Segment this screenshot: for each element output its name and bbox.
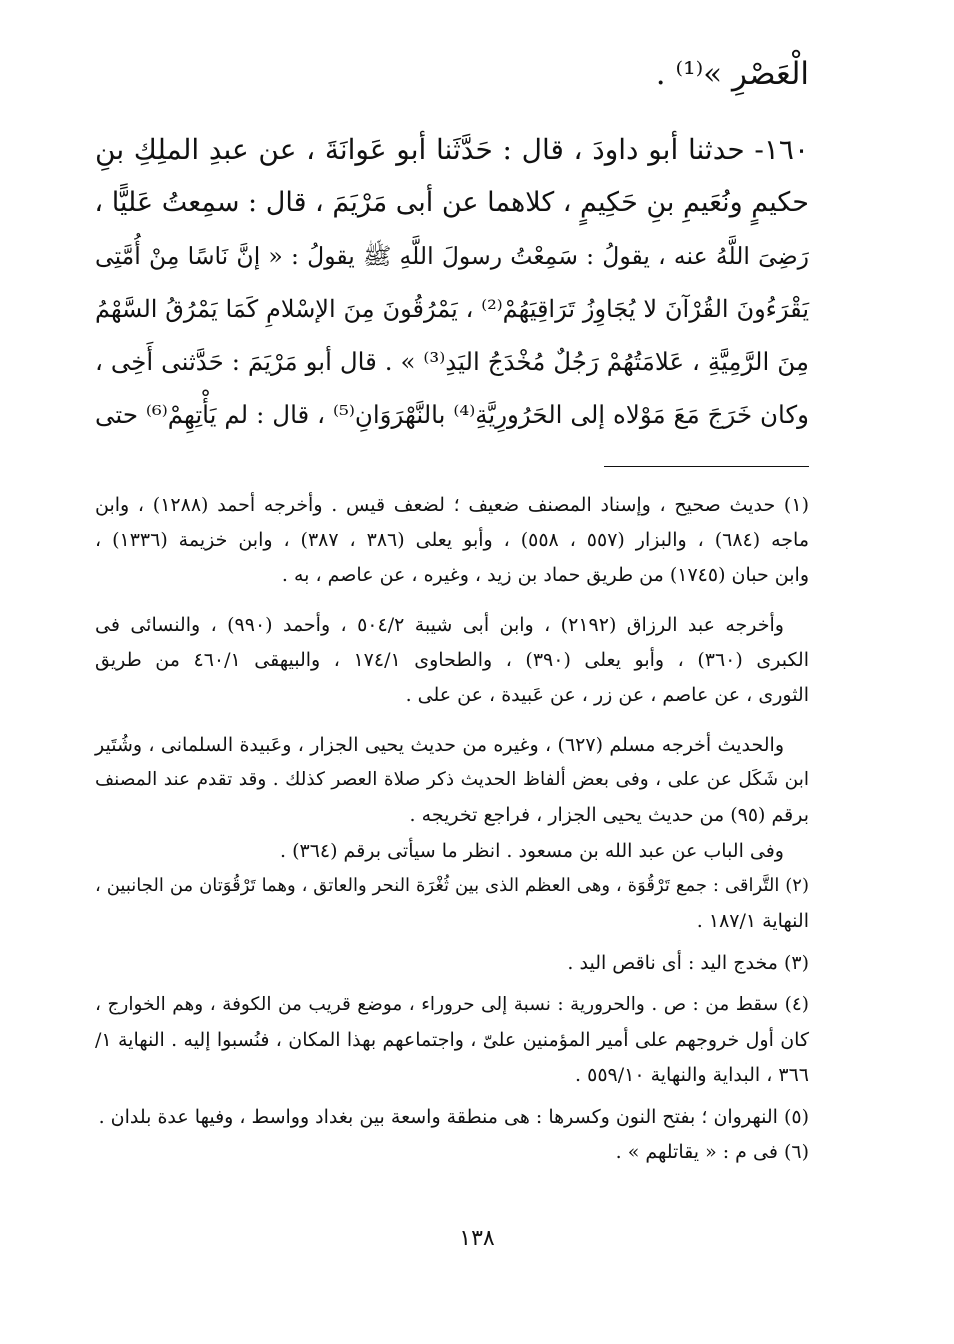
footnote-line-11: (٢) التَّراقى : جمع تَرْقُوَة ، وهى العظم الذى بين ثُغْرَة النحر والعاتق ، وهما تَرْقُوَتان من الجانبين ، — [95, 875, 809, 896]
footnote-line-17: (٥) النهروان ؛ بفتح النون وكسرها : هى منطقة واسعة بين بغداد وواسط ، وفيها عدة بلدان . — [98, 1106, 809, 1128]
main-text-line-5: يَقْرَءُونَ القُرْآنَ لا يُجَاوِزُ تَرَاقِيَهُمْ⁽²⁾ ، يَمْرُقُونَ مِنَ الإسْلامِ كَمَا يَمْرُقُ السَّهْمُ — [95, 295, 810, 323]
footnote-line-14: (٤) سقط من : ص . والحرورية : نسبة إلى حروراء ، موضع قريب من الكوفة ، وهم الخوارج ، — [95, 994, 809, 1015]
footnote-line-7: والحديث أخرجه مسلم (٦٢٧) ، وغيره من حديث يحيى الجزار ، وعَبيدة السلمانى ، وشُتَير — [95, 734, 784, 756]
footnote-line-13: (٣) مخدج اليد : أى ناقص اليد . — [567, 952, 809, 974]
footnote-line-18: (٦) فى م : « يقاتلهم » . — [615, 1141, 809, 1163]
main-text-line-1: الْعَصْرِ »⁽¹⁾ . — [655, 56, 809, 92]
footnote-line-8: ابن شَكَل عن على ، وفى بعض ألفاظ الحديث ذكر صلاة العصر كذلك . وقد تقدم عند المصنف — [95, 769, 809, 790]
main-text-line-7: وكان خَرَجَ مَعَ مَوْلاه إلى الحَرُورِيَّةِ⁽⁴⁾ بالنَّهْرَوَانِ⁽⁵⁾ ، قال : لم يَأْتِهِمْ⁽⁶⁾ حتى — [95, 400, 809, 429]
main-text-line-6: مِنَ الرَّمِيَّةِ ، عَلامَتُهُمْ رَجُلٌ مُخْدَجُ اليَدِ⁽³⁾ » . قال أبو مَرْيَمَ : حَدَّثنى أَخِى ، — [95, 347, 809, 376]
footnote-line-6: الثورى ، عن عاصم ، عن زر ، عن عَبيدة ، عن على . — [405, 684, 809, 706]
footnote-line-2: ماجه (٦٨٤) ، والبزار (٥٥٧ ، ٥٥٨) ، وأبو يعلى (٣٨٦ ، ٣٨٧) ، وابن خزيمة (١٣٣٦) ، — [95, 529, 810, 551]
footnote-line-16: ٣٦٦ ، البداية والنهاية ٥٥٩/١٠ . — [575, 1064, 809, 1086]
footnote-line-15: كان أول خروجهم على أمير المؤمنين علىّ ، واجتماعهم بهذا المكان ، فنُسبوا إليه . النهاية ١/ — [95, 1029, 809, 1051]
main-text-line-2: ١٦٠- حدثنا أبو داودَ ، قال : حَدَّثَنا أبو عَوانَةَ ، عن عبدِ الملِكِ بنِ — [95, 133, 809, 166]
page-number: ١٣٨ — [459, 1226, 495, 1251]
footnote-line-12: النهاية ١٨٧/١ . — [696, 910, 809, 932]
footnote-line-4: وأخرجه عبد الرزاق (٢١٩٢) ، وابن أبى شيبة ٥٠٤/٢ ، وأحمد (٩٩٠) ، والنسائى فى — [95, 614, 784, 636]
footnote-divider — [604, 466, 809, 467]
footnote-line-10: وفى الباب عن عبد الله بن مسعود . انظر ما سيأتى برقم (٣٦٤) . — [279, 840, 784, 862]
footnote-line-1: (١) حديث صحيح ، وإسناد المصنف ضعيف ؛ لضعف قيس . وأخرجه أحمد (١٢٨٨) ، وابن — [95, 494, 809, 516]
main-text-line-3: حكيمٍ ونُعَيمِ بنِ حَكِيمٍ ، كلاهما عن أبى مَرْيَمَ ، قال : سمِعتُ عَليًّا ، — [94, 187, 809, 218]
footnote-line-5: الكبرى (٣٦٠) ، وأبو يعلى (٣٩٠) ، والطحاوى ١٧٤/١ ، والبيهقى ٤٦٠/١ من طريق — [95, 649, 810, 671]
footnote-line-3: وابن حبان (١٧٤٥) من طريق حماد بن زيد ، وغيره ، عن عاصم ، به . — [281, 564, 809, 586]
main-text-line-4: رَضِىَ اللَّهُ عنه ، يقولُ : سَمِعْتُ رسولَ اللَّهِ ﷺ يقولُ : « إنَّ نَاسًا مِنْ أُمَّتِى — [95, 242, 809, 270]
footnote-line-9: برقم (٩٥) من حديث يحيى الجزار ، فراجع تخريجه . — [409, 804, 809, 826]
